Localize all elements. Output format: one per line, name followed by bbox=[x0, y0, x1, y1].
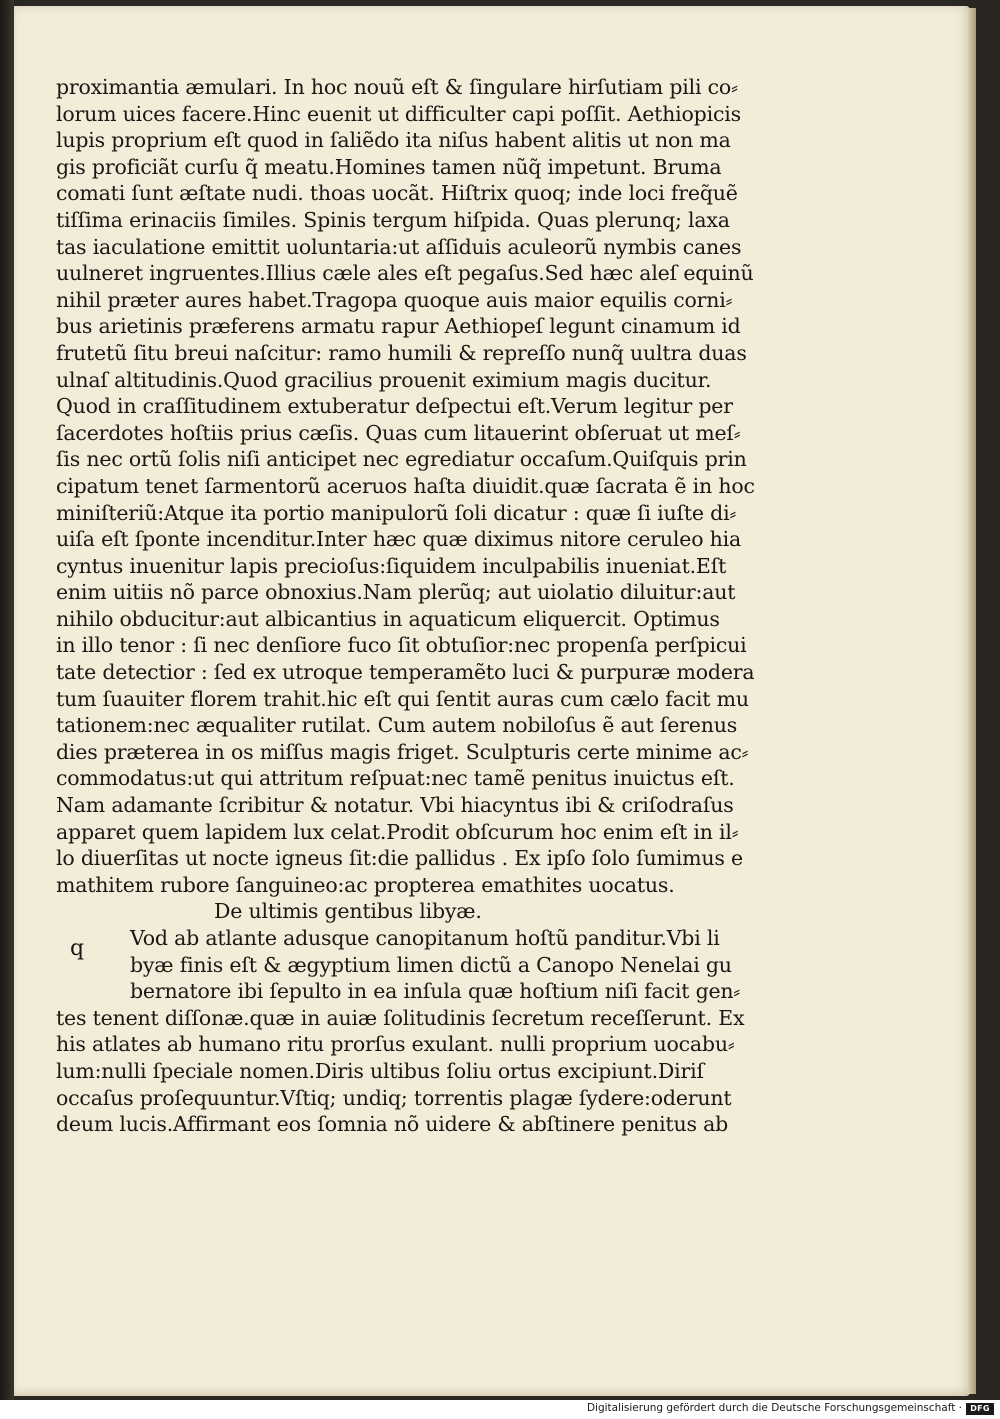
text-line: proximantia æmulari. In hoc nouũ eſt & ſingulare hirſutiam pili co⸗ bbox=[56, 75, 738, 99]
text-line: deum lucis.Affirmant eos ſomnia nõ uidere & abſtinere penitus ab bbox=[56, 1112, 729, 1137]
text-line: his atlates ab humano ritu prorſus exulant. nulli proprium uocabu⸗ bbox=[56, 1032, 735, 1057]
text-line: tum ſuauiter florem trahit.hic eſt qui ſentit auras cum cælo facit mu bbox=[56, 686, 749, 711]
text-line: tas iaculatione emittit uoluntaria:ut aſſiduis aculeorũ nymbis canes bbox=[56, 234, 742, 259]
text-line: tiſſima erinaciis ſimiles. Spinis tergum hiſpida. Quas plerunq; laxa bbox=[56, 207, 730, 232]
text-line: gis proficiãt curſu q̃ meatu.Homines tamen nũq̃ impetunt. Bruma bbox=[56, 154, 722, 179]
page-text-block bbox=[56, 74, 755, 1138]
footer-credit: Digitalisierung gefördert durch die Deutsche Forschungsgemeinschaft · bbox=[586, 1402, 962, 1414]
page-edge bbox=[968, 8, 976, 1394]
text-line: Quod in craſſitudinem extuberatur deſpectui eſt.Verum legitur per bbox=[56, 394, 733, 419]
text-line: cyntus inuenitur lapis precioſus:ſiquidem inculpabilis inueniat.Eſt bbox=[56, 553, 727, 578]
section-text-line: byæ finis eſt & ægyptium limen dictũ a Canopo Nenelai gu bbox=[130, 952, 732, 977]
text-line: occaſus proſequuntur.Vſtiq; undiq; torrentis plagæ ſydere:oderunt bbox=[56, 1085, 732, 1110]
text-line: nihilo obducitur:aut albicantius in aquaticum eliquercit. Optimus bbox=[56, 606, 720, 631]
text-line: tationem:nec æqualiter rutilat. Cum autem nobiloſus ẽ aut ſerenus bbox=[56, 713, 738, 738]
text-line: tes tenent diſſonæ.quæ in auiæ ſolitudinis ſecretum receſſerunt. Ex bbox=[56, 1005, 745, 1030]
text-line: bus arietinis præferens armatu rapur Aethiopeſ legunt cinamum id bbox=[56, 314, 741, 339]
text-line: enim uitiis nõ parce obnoxius.Nam plerũq; aut uiolatio diluitur:aut bbox=[56, 580, 736, 605]
text-line: in illo tenor : ſi nec denſiore fuco ſit obtuſior:nec propenſa perſpicui bbox=[56, 633, 747, 658]
section-text-line: bernatore ibi ſepulto in ea inſula quæ hoſtium niſi facit gen⸗ bbox=[130, 979, 741, 1004]
text-line: dies præterea in os miſſus magis friget. Sculpturis certe minime ac⸗ bbox=[56, 739, 749, 764]
text-line: ulnaſ altitudinis.Quod gracilius prouenit eximium magis ducitur. bbox=[56, 367, 712, 392]
text-line: lorum uices facere.Hinc euenit ut difficulter capi poſſit. Aethiopicis bbox=[56, 101, 741, 126]
text-line: cipatum tenet ſarmentorũ aceruos haſta diuidit.quæ ſacrata ẽ in hoc bbox=[56, 473, 755, 498]
section-text-line: Vod ab atlante adusque canopitanum hoſtũ panditur.Vbi li bbox=[130, 926, 720, 950]
text-line: tate detectior : ſed ex utroque temperamẽto luci & purpuræ modera bbox=[56, 660, 755, 685]
text-line: mathitem rubore ſanguineo:ac propterea emathites uocatus. bbox=[56, 872, 675, 897]
dfg-logo: DFG bbox=[966, 1403, 994, 1415]
text-line: ſis nec ortũ ſolis niſi anticipet nec egrediatur occaſum.Quiſquis prin bbox=[56, 447, 747, 472]
text-line: ſacerdotes hoſtiis prius cæſis. Quas cum litauerint obſeruat ut meſ⸗ bbox=[56, 420, 741, 445]
text-line: Nam adamante ſcribitur & notatur. Vbi hiacyntus ibi & criſodraſus bbox=[56, 793, 734, 818]
text-line: comati ſunt æſtate nudi. thoas uocãt. Hiſtrix quoq; inde loci freq̃uẽ bbox=[56, 181, 738, 206]
section-heading: De ultimis gentibus libyæ. bbox=[214, 899, 482, 924]
text-line: apparet quem lapidem lux celat.Prodit obſcurum hoc enim eſt in il⸗ bbox=[56, 819, 739, 844]
text-line: lum:nulli ſpeciale nomen.Diris ultibus ſoliu ortus excipiunt.Diriſ bbox=[56, 1058, 704, 1083]
guide-letter: q bbox=[70, 936, 85, 961]
text-line: lupis proprium eſt quod in ſaliẽdo ita niſus habent alitis ut non ma bbox=[56, 128, 731, 153]
text-line: nihil præter aures habet.Tragopa quoque auis maior equilis corni⸗ bbox=[56, 287, 733, 312]
scan-spine-shadow bbox=[0, 0, 14, 1400]
text-line: uiſa eſt ſponte incenditur.Inter hæc quæ diximus nitore ceruleo hia bbox=[56, 527, 742, 552]
text-line: frutetũ ſitu breui naſcitur: ramo humili & repreſſo nunq̃ uultra duas bbox=[56, 340, 747, 365]
footer-bar bbox=[0, 1400, 1000, 1419]
text-line: uulneret ingruentes.Illius cæle ales eſt pegaſus.Sed hæc aleſ equinũ bbox=[56, 261, 754, 286]
text-line: lo diuerſitas ut nocte igneus ſit:die pallidus . Ex ipſo ſolo ſumimus e bbox=[56, 846, 743, 871]
text-line: miniſteriũ:Atque ita portio manipulorũ ſoli dicatur : quæ ſi iuſte di⸗ bbox=[56, 500, 737, 525]
text-line: commodatus:ut qui attritum reſpuat:nec tamẽ penitus inuictus eſt. bbox=[56, 766, 735, 791]
